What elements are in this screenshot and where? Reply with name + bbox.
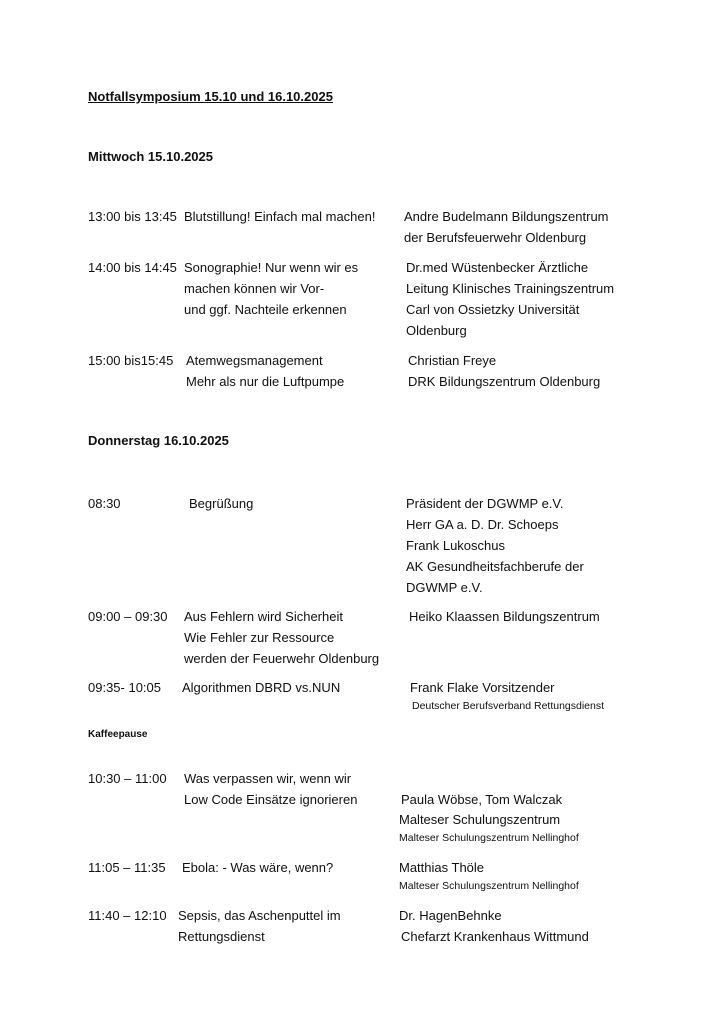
session-speaker: Paula Wöbse, Tom Walczak <box>401 792 563 807</box>
session-topic: Wie Fehler zur Ressource <box>184 630 335 645</box>
session-time: 11:05 – 11:35 <box>88 860 166 875</box>
session-speaker: DGWMP e.V. <box>406 580 483 595</box>
session-speaker: DRK Bildungszentrum Oldenburg <box>408 374 601 389</box>
break-label: Kaffeepause <box>88 729 148 740</box>
session-time: 09:35- 10:05 <box>88 680 162 695</box>
session-time: 08:30 <box>88 496 121 511</box>
session-speaker: Frank Lukoschus <box>406 538 505 553</box>
session-topic: machen können wir Vor- <box>184 281 325 296</box>
session-topic: Ebola: - Was wäre, wenn? <box>182 860 334 875</box>
session-speaker: Malteser Schulungszentrum <box>399 812 561 827</box>
session-topic: Low Code Einsätze ignorieren <box>184 792 358 807</box>
session-speaker: Heiko Klaassen Bildungszentrum <box>409 609 600 624</box>
session-topic: Blutstillung! Einfach mal machen! <box>184 209 376 224</box>
session-topic: Begrüßung <box>189 496 254 511</box>
session-speaker: Carl von Ossietzky Universität <box>406 302 580 317</box>
session-speaker: Oldenburg <box>406 323 467 338</box>
session-topic: Algorithmen DBRD vs.NUN <box>182 680 341 695</box>
session-topic: Mehr als nur die Luftpumpe <box>186 374 345 389</box>
session-speaker: Dr. HagenBehnke <box>399 908 502 923</box>
session-speaker-org: Malteser Schulungszentrum Nellinghof <box>399 832 579 844</box>
session-topic: Was verpassen wir, wenn wir <box>184 771 352 786</box>
session-time: 14:00 bis 14:45 <box>88 260 177 275</box>
session-time: 10:30 – 11:00 <box>88 771 167 786</box>
session-speaker: Leitung Klinisches Trainingszentrum <box>406 281 615 296</box>
session-speaker: der Berufsfeuerwehr Oldenburg <box>404 230 587 245</box>
session-time: 13:00 bis 13:45 <box>88 209 177 224</box>
session-speaker: Frank Flake Vorsitzender <box>410 680 555 695</box>
day1-heading: Mittwoch 15.10.2025 <box>88 149 213 164</box>
session-speaker: AK Gesundheitsfachberufe der <box>406 559 584 574</box>
session-speaker: Dr.med Wüstenbecker Ärztliche <box>406 260 589 275</box>
session-topic: Atemwegsmanagement <box>186 353 323 368</box>
session-speaker-org: Deutscher Berufsverband Rettungsdienst <box>412 700 605 712</box>
session-topic: Rettungsdienst <box>178 929 265 944</box>
session-time: 15:00 bis15:45 <box>88 353 174 368</box>
session-time: 11:40 – 12:10 <box>88 908 167 923</box>
session-topic: Aus Fehlern wird Sicherheit <box>184 609 343 624</box>
session-topic: Sepsis, das Aschenputtel im <box>178 908 341 923</box>
session-topic: und ggf. Nachteile erkennen <box>184 302 347 317</box>
session-topic: werden der Feuerwehr Oldenburg <box>184 651 380 666</box>
session-speaker: Andre Budelmann Bildungszentrum <box>404 209 609 224</box>
session-speaker: Christian Freye <box>408 353 497 368</box>
session-speaker: Chefarzt Krankenhaus Wittmund <box>401 929 589 944</box>
session-speaker: Präsident der DGWMP e.V. <box>406 496 564 511</box>
day2-heading: Donnerstag 16.10.2025 <box>88 433 229 448</box>
session-speaker-org: Malteser Schulungszentrum Nellinghof <box>399 880 579 892</box>
session-time: 09:00 – 09:30 <box>88 609 168 624</box>
session-speaker: Herr GA a. D. Dr. Schoeps <box>406 517 559 532</box>
document-title: Notfallsymposium 15.10 und 16.10.2025 <box>88 89 333 104</box>
session-topic: Sonographie! Nur wenn wir es <box>184 260 359 275</box>
session-speaker: Matthias Thöle <box>399 860 485 875</box>
